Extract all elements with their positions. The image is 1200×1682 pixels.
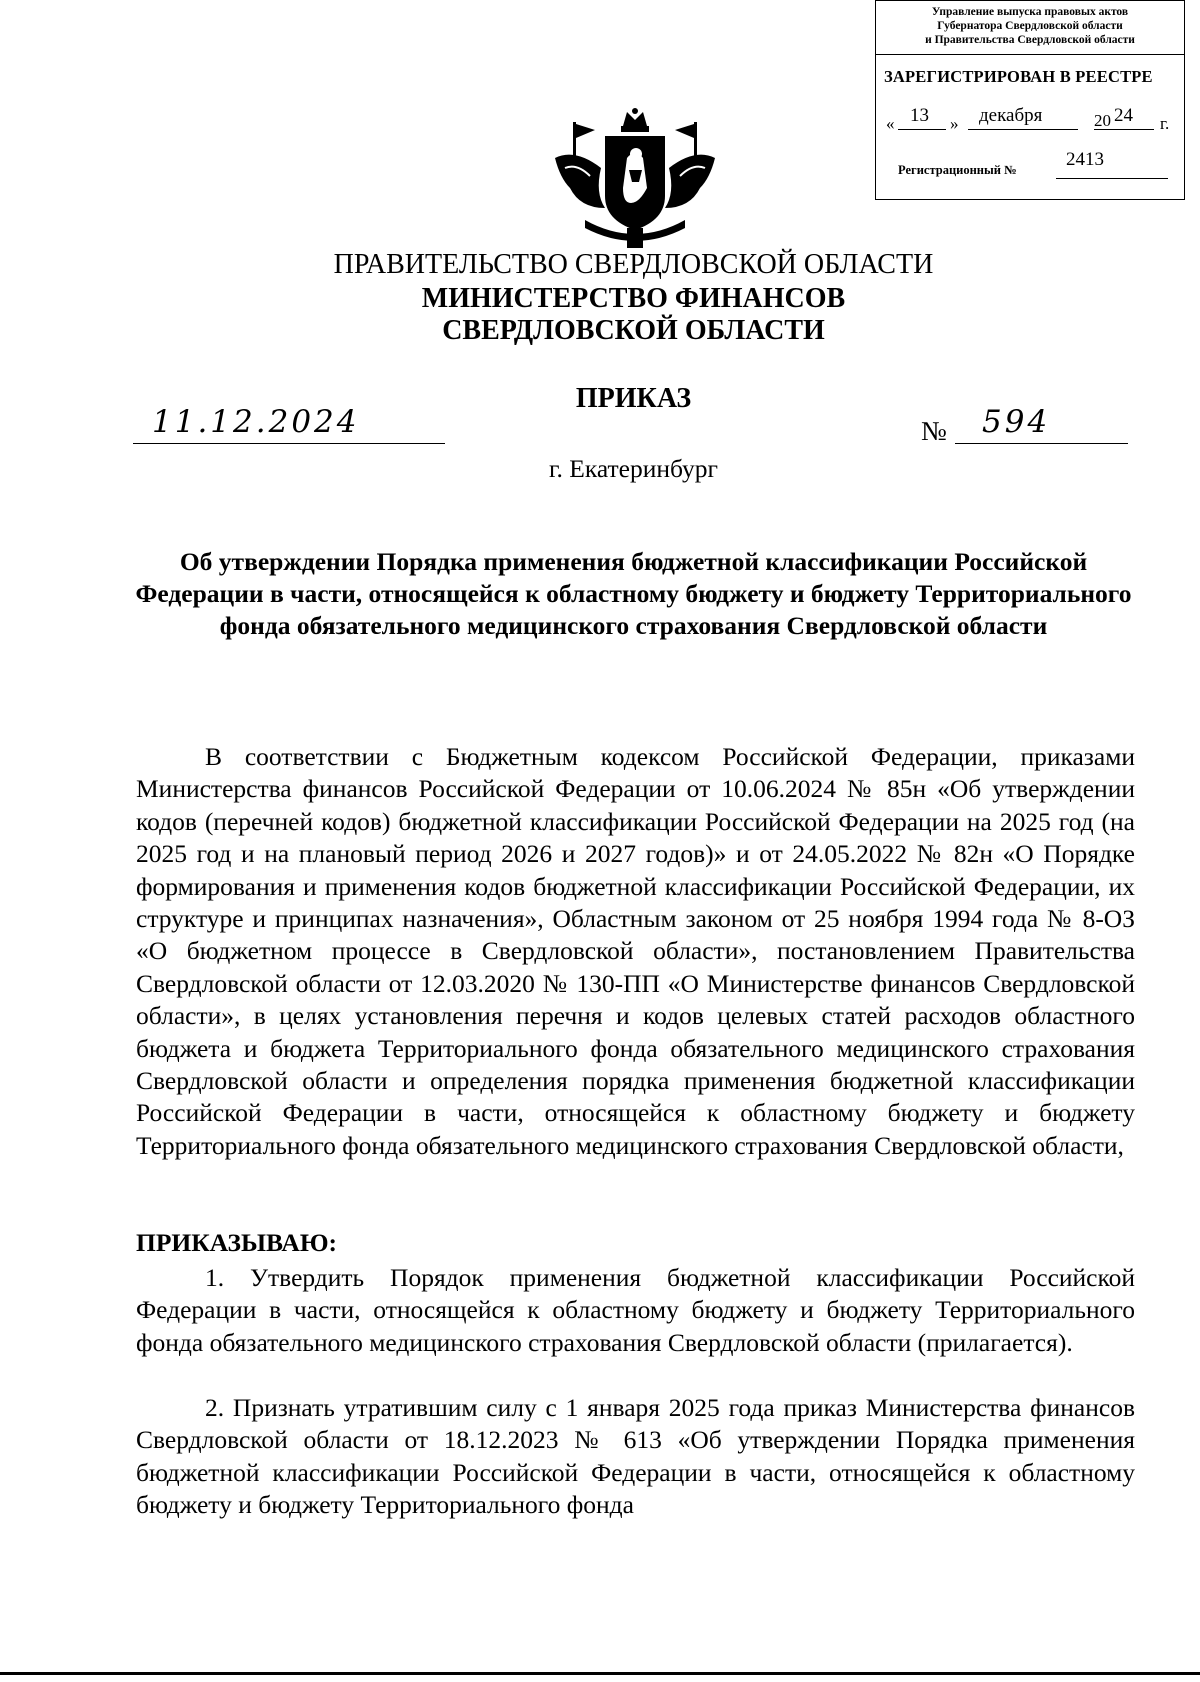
stamp-quote-close: » (950, 114, 959, 133)
stamp-month: декабря (979, 105, 1043, 126)
scan-bottom-edge (0, 1672, 1200, 1675)
stamp-month-underline (968, 129, 1078, 130)
order-number-handwritten: 594 (982, 404, 1051, 440)
coat-of-arms-icon (535, 108, 735, 253)
document-type: ПРИКАЗ (575, 383, 692, 414)
stamp-header-line: Губернатора Свердловской области (937, 20, 1123, 32)
stamp-registered-label: ЗАРЕГИСТРИРОВАН В РЕЕСТРЕ (884, 67, 1153, 86)
order-word: ПРИКАЗЫВАЮ: (136, 1228, 338, 1257)
stamp-year-underline (1094, 129, 1154, 130)
stamp-quote-open: « (886, 114, 895, 133)
ministry-title-line2: СВЕРДЛОВСКОЙ ОБЛАСТИ (442, 315, 825, 346)
preamble-paragraph: В соответствии с Бюджетным кодексом Российской Федерации, приказами Министерства финансов Российской Федерации от 10.06.2024 № 85н «Об утверждении кодов (перечней кодов) бюджетной классификации Российской Федерации на 2025 год (на 2025 год и на плановый период 2026 и 2027 годов)» и от 24.05.2022 № 82н «О Порядке формирования и применения кодов бюджетной классификации Российской Федерации, их структуре и принципах назначения», Областным законом от 25 ноября 1994 года № 8-ОЗ «О бюджетном процессе в Свердловской области», постановлением Правительства Свердловской области от 12.03.2020 № 130-ПП «О Министерстве финансов Свердловской области», в целях установления перечня и кодов целевых статей расходов областного бюджета и бюджета Территориального фонда обязательного медицинского страхования Свердловской области и определения порядка применения бюджетной классификации Российской Федерации в части, относящейся к областному бюджету и бюджету Территориального фонда обязательного медицинского страхования Свердловской области, (136, 742, 1135, 1160)
stamp-year-suffix: 24 (1114, 105, 1133, 126)
registration-stamp (875, 0, 1185, 200)
order-date-underline (133, 443, 445, 444)
stamp-regnum-label: Регистрационный № (898, 163, 1017, 177)
ministry-title-line1: МИНИСТЕРСТВО ФИНАНСОВ (421, 283, 846, 314)
order-subject: Об утверждении Порядка применения бюджетной классификации Российской Федерации в части, относящейся к областному бюджету и бюджету Территориального фонда обязательного медицинского страхования Свердловской области (135, 547, 1132, 640)
city: г. Екатеринбург (548, 454, 719, 483)
stamp-header-line: Управление выпуска правовых актов (931, 6, 1129, 18)
order-item-1: 1. Утвердить Порядок применения бюджетной классификации Российской Федерации в части, относящейся к областному бюджету и бюджету Территориального фонда обязательного медицинского страхования Свердловской области (прилагается). (136, 1263, 1135, 1357)
order-date-handwritten: 11.12.2024 (152, 404, 360, 440)
stamp-year-unit: г. (1160, 114, 1170, 133)
stamp-regnum: 2413 (1066, 149, 1104, 170)
stamp-regnum-underline (1056, 178, 1168, 179)
stamp-header-line: и Правительства Свердловской области (925, 34, 1135, 46)
stamp-day-underline (898, 129, 946, 130)
order-item-2: 2. Признать утратившим силу с 1 января 2025 года приказ Министерства финансов Свердловской области от 18.12.2023 № 613 «Об утверждении Порядка применения бюджетной классификации Российской Федерации в части, относящейся к областному бюджету и бюджету Территориального фонда (136, 1393, 1135, 1520)
stamp-divider (876, 54, 1184, 55)
order-number-label: № (921, 416, 947, 446)
stamp-header (876, 5, 1184, 47)
stamp-day: 13 (910, 105, 929, 126)
stamp-year-prefix: 20 (1094, 111, 1111, 130)
government-title: ПРАВИТЕЛЬСТВО СВЕРДЛОВСКОЙ ОБЛАСТИ (333, 249, 934, 280)
order-number-underline (955, 443, 1128, 444)
